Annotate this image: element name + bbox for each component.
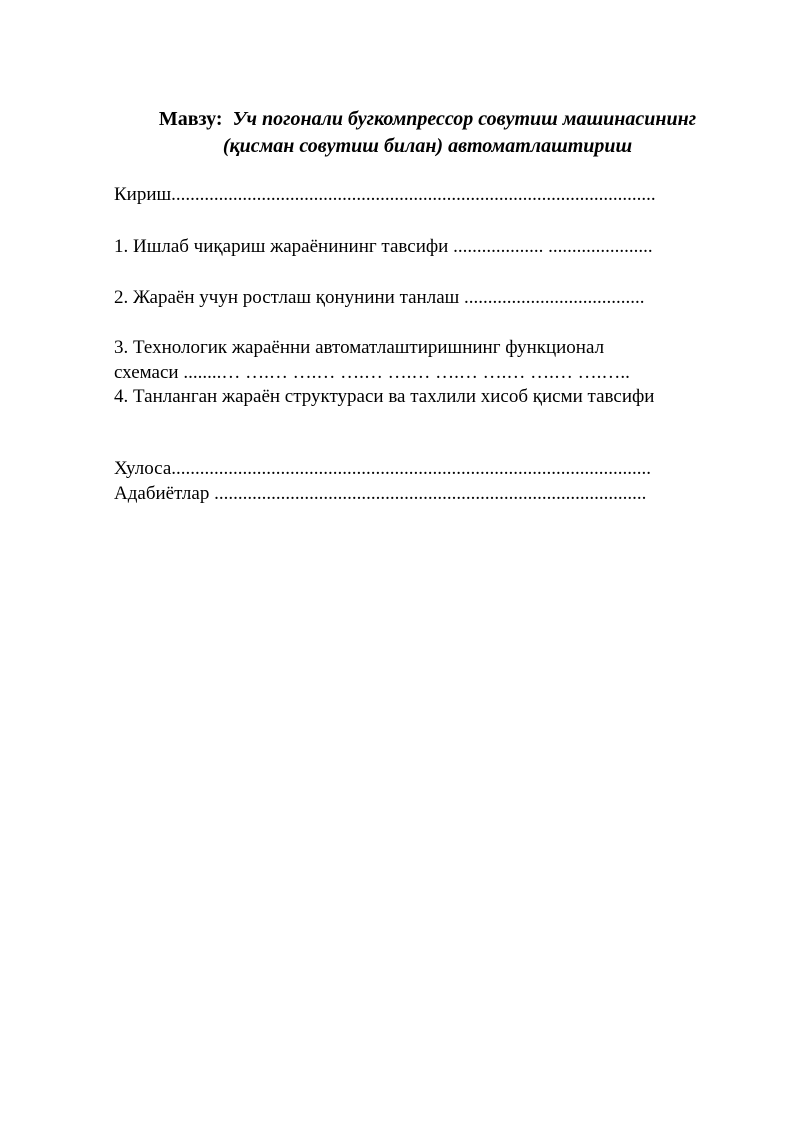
title-text-line-2: (қисман совутиш билан) автоматлаштириш (222, 135, 633, 157)
toc-item-3-line-1: 3. Технологик жараённи автоматлаштиришнинг функционал (114, 337, 605, 358)
document-title (100, 106, 755, 160)
toc-conclusion: Хулоса..................................................................................................... (114, 458, 652, 479)
title-text-line-1: Уч погонали бугкомпрессор совутиш машинасининг (232, 108, 697, 130)
toc-references: Адабиётлар ........................................................................................... (114, 483, 647, 504)
title-line-1 (100, 106, 755, 133)
toc-item-1: 1. Ишлаб чиқариш жараёнининг тавсифи ................... ...................... (114, 236, 653, 257)
toc-item-4: 4. Танланган жараён структураси ва тахлили хисоб қисми тавсифи (114, 386, 655, 407)
title-label: Мавзу: (158, 108, 223, 130)
toc-intro: Кириш...................................................................................................... (114, 184, 656, 205)
toc-item-3-line-2: схемаси ........… ….… ….… ….… ….… ….… ….… ….… ….….. (114, 362, 630, 383)
toc-item-2: 2. Жараён учун ростлаш қонунини танлаш ...................................... (114, 287, 645, 308)
